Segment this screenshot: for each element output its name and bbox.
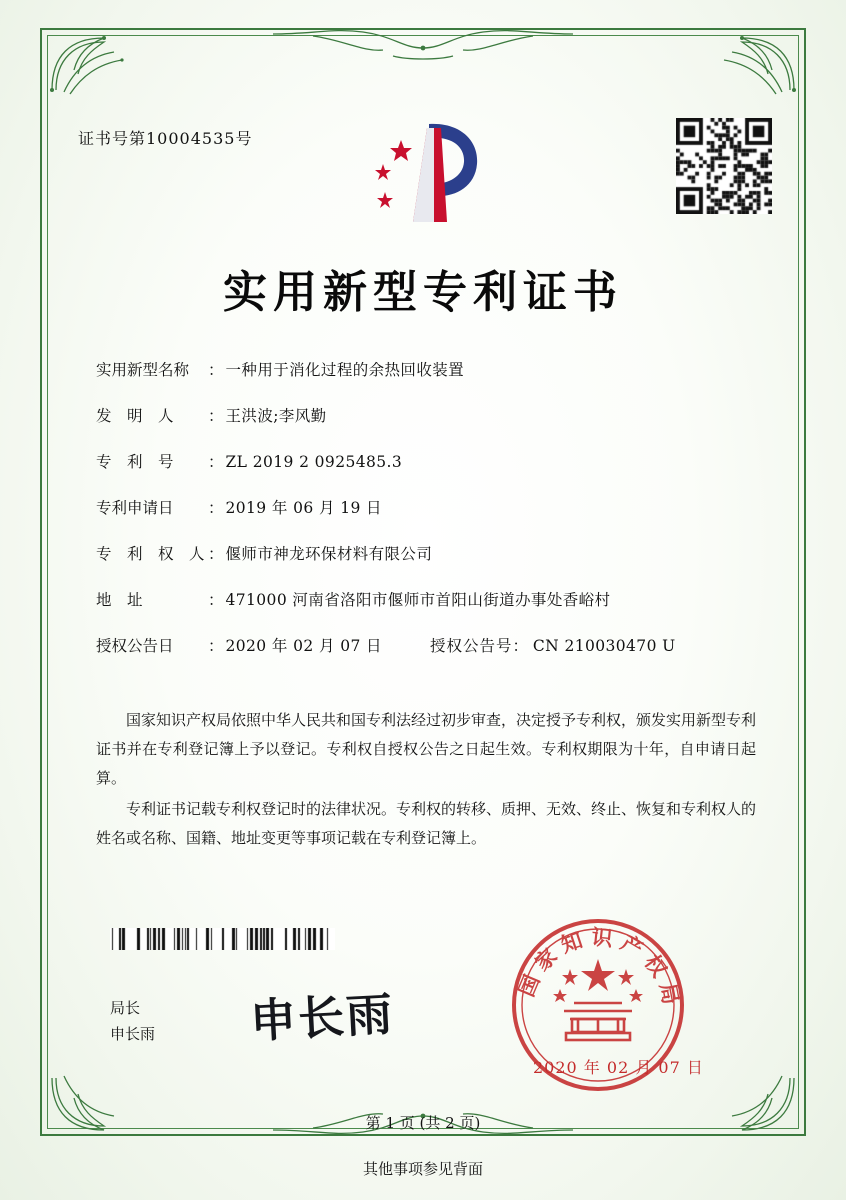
- page-number: 第 1 页 (共 2 页): [365, 1114, 481, 1132]
- field-value: 2020 年 02 月 07 日: [225, 637, 382, 655]
- field-label: 实用新型名称: [96, 361, 190, 379]
- field-colon: ：: [208, 545, 224, 563]
- qr-code-icon: [676, 118, 772, 214]
- field-value: CN 210030470 U: [532, 637, 676, 655]
- legal-text: [96, 706, 756, 855]
- field-value: 2019 年 06 月 19 日: [225, 499, 382, 517]
- paragraph: 专利证书记载专利权登记时的法律状况。专利权的转移、质押、无效、终止、恢复和专利权人的姓名或名称、国籍、地址变更等事项记载在专利登记簿上。: [96, 800, 757, 847]
- field-label: 授权公告日: [96, 637, 174, 655]
- svg-text:国家知识产权局: 国家知识产权局: [513, 924, 686, 1014]
- handwritten-signature: 申长雨: [248, 986, 396, 1049]
- field-label: 专 利 号: [96, 453, 174, 471]
- back-side-note: 其他事项参见背面: [362, 1160, 483, 1178]
- field-row: [96, 496, 756, 518]
- field-value: 一种用于消化过程的余热回收装置: [225, 361, 465, 379]
- certificate-number: 证书号第10004535号: [78, 129, 253, 148]
- field-row: [96, 404, 756, 426]
- signature-labels: [110, 995, 155, 1047]
- field-colon: ：: [208, 361, 224, 379]
- paragraph: 国家知识产权局依照中华人民共和国专利法经过初步审查，决定授予专利权，颁发实用新型专利证书并在专利登记簿上予以登记。专利权自授权公告之日起生效。专利权期限为十年，自申请日起算。: [96, 711, 757, 787]
- cnipa-logo-icon: [355, 118, 487, 230]
- field-list: [96, 358, 756, 678]
- field-value: 偃师市神龙环保材料有限公司: [225, 545, 433, 563]
- field-value: 471000 河南省洛阳市偃师市首阳山街道办事处香峪村: [225, 591, 611, 609]
- director-name-label: 申长雨: [110, 1025, 156, 1043]
- field-colon: ：: [208, 591, 224, 609]
- director-role-label: 局长: [110, 999, 141, 1017]
- field-colon: ：: [208, 453, 224, 471]
- top-center-ornament: [273, 26, 573, 68]
- field-row: [96, 358, 756, 380]
- field-value: ZL 2019 2 0925485.3: [225, 453, 403, 471]
- field-row: [96, 588, 756, 610]
- field-label: 专 利 权 人: [96, 545, 205, 563]
- field-colon: ：: [512, 637, 528, 655]
- grant-number-group: [430, 634, 676, 656]
- field-label: 专利申请日: [96, 499, 174, 517]
- field-row: [96, 450, 756, 472]
- field-colon: ：: [208, 407, 224, 425]
- field-colon: ：: [208, 499, 224, 517]
- barcode-icon: [110, 928, 335, 950]
- field-value: 王洪波;李风勤: [225, 407, 327, 425]
- page-title: 实用新型专利证书: [223, 267, 623, 318]
- field-label: 地 址: [96, 591, 143, 609]
- field-label: 发 明 人: [96, 407, 174, 425]
- seal-date: 2020 年 02 月 07 日: [533, 1058, 704, 1077]
- field-label: 授权公告号: [429, 637, 513, 655]
- field-row: [96, 542, 756, 564]
- field-row-grant: [96, 634, 756, 656]
- field-colon: ：: [208, 637, 224, 655]
